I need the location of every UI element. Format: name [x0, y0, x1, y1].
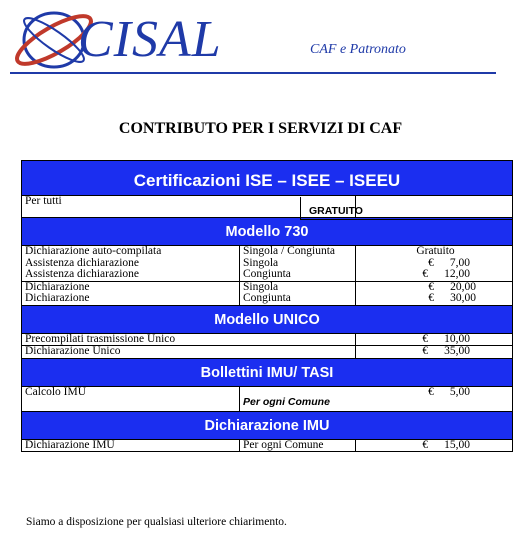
section-header-imu-tasi: Bollettini IMU/ TASI	[22, 359, 512, 387]
table-row: Calcolo IMU Per ogni Comune € 5,00	[22, 387, 512, 412]
divider	[300, 197, 301, 220]
footer-note: Siamo a disposizione per qualsiasi ulteriore chiarimento.	[26, 516, 287, 528]
divider	[300, 219, 512, 220]
logo-text: CISAL	[78, 11, 222, 68]
table-row: Dichiarazione Dichiarazione Singola Congiunta € 20,00 € 30,00	[22, 282, 512, 306]
table-row: Dichiarazione IMU Per ogni Comune € 15,00	[22, 440, 512, 452]
row-label-cell: Per tutti	[22, 196, 356, 217]
table-row	[22, 196, 512, 218]
page-title: CONTRIBUTO PER I SERVIZI DI CAF	[118, 120, 403, 137]
isee-value: GRATUITO	[309, 205, 363, 217]
header-divider	[10, 72, 496, 74]
price-table	[21, 160, 513, 452]
section-header-unico: Modello UNICO	[22, 306, 512, 334]
table-row: Dichiarazione auto-compilata Assistenza dichiarazione Assistenza dichiarazione Singola / Congiunta Singola Congiunta Gratuito € 7,00 € 12,00	[22, 246, 512, 282]
section-header-dich-imu: Dichiarazione IMU	[22, 412, 512, 440]
section-header-isee: Certificazioni ISE – ISEE – ISEEU	[22, 161, 512, 196]
table-row: Dichiarazione Unico € 35,00	[22, 346, 512, 359]
row-value-cell	[356, 196, 512, 217]
tagline: CAF e Patronato	[310, 42, 406, 57]
table-row: Precompilati trasmissione Unico € 10,00	[22, 334, 512, 347]
section-header-730: Modello 730	[22, 218, 512, 246]
